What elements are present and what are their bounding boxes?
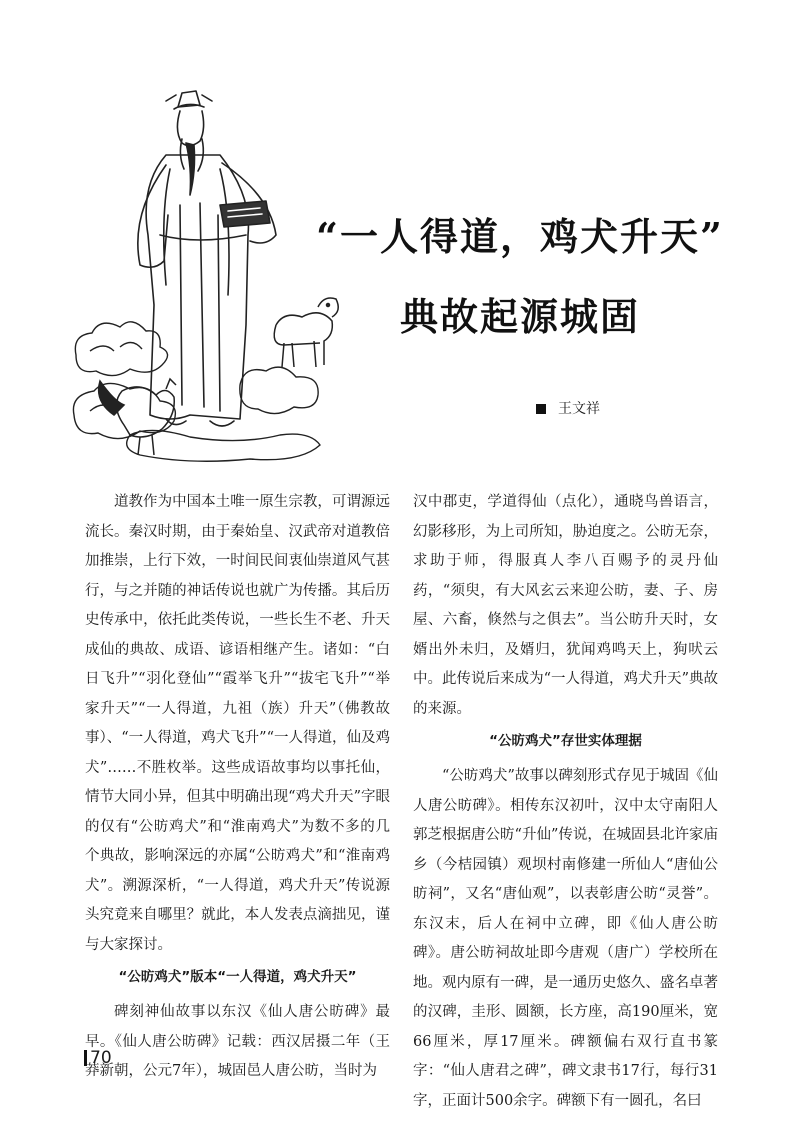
paragraph: 汉中郡吏，学道得仙（点化），通晓鸟兽语言，幻影移形，为上司所知，胁迫度之。公昉无奈，求助于师，得服真人李八百赐予的灵丹仙药，“须臾，有大风玄云来迎公昉，妻、子、房屋、六畜，倏然与之俱去”。当公昉升天时，女婿出外未归，及婿归，犹闻鸡鸣天上，狗吠云中。此传说后来成为“一人得道，鸡犬升天”典故的来源。 — [413, 494, 718, 717]
square-bullet-icon — [536, 404, 546, 414]
section-heading: “公昉鸡犬”版本“一人得道，鸡犬升天” — [118, 969, 357, 985]
left-column — [85, 488, 390, 1087]
paragraph: 道教作为中国本土唯一原生宗教，可谓源远流长。秦汉时期，由于秦始皇、汉武帝对道教倍加推崇，上行下效，一时间民间衷仙崇道风气甚行，与之并随的神话传说也就广为传播。其后历史传承中，依托此类传说，一些长生不老、升天成仙的典故、成语、谚语相继产生。诸如：“白日飞升”“羽化登仙”“霞举飞升”“拔宅飞升”“举家升天”“一人得道，九祖（族）升天”（佛教故事）、“一人得道，鸡犬飞升”“一人得道，仙及鸡犬”……不胜枚举。这些成语故事均以事托仙，情节大同小异，但其中明确出现“鸡犬升天”字眼的仅有“公昉鸡犬”和“淮南鸡犬”为数不多的几个典故，影响深远的亦属“公昉鸡犬”和“淮南鸡犬”。溯源深析，“一人得道，鸡犬升天”传说源头究竟来自哪里？就此，本人发表点滴拙见，谨与大家探讨。 — [85, 494, 390, 953]
byline — [536, 398, 600, 418]
paragraph: “公昉鸡犬”故事以碑刻形式存见于城固《仙人唐公昉碑》。相传东汉初叶，汉中太守南阳人郭芝根据唐公昉“升仙”传说，在城固县北许家庙乡（今桔园镇）观坝村南修建一所仙人“唐仙公昉祠”，又名“唐仙观”，以表彰唐公昉“灵誉”。东汉末，后人在祠中立碑，即《仙人唐公昉碑》。唐公昉祠故址即今唐观（唐广）学校所在地。观内原有一碑，是一通历史悠久、盛名卓著的汉碑，圭形、圆额，长方座，高190厘米，宽66厘米，厚17厘米。碑额偏右双行直书篆字：“仙人唐君之碑”，碑文隶书17行，每行31字，正面计500余字。碑额下有一圆孔，名曰 — [413, 768, 718, 1109]
paragraph: 碑刻神仙故事以东汉《仙人唐公昉碑》最早。《仙人唐公昉碑》记载：西汉居摄二年（王莽新朝，公元7年），城固邑人唐公昉，当时为 — [85, 1004, 390, 1079]
section-heading: “公昉鸡犬”存世实体理据 — [489, 733, 642, 749]
title-line-2: 典故起源城固 — [399, 294, 640, 339]
author-name: 王文祥 — [558, 401, 600, 417]
page-number: 70 — [84, 1050, 112, 1066]
right-column — [413, 488, 718, 1116]
rooster — [99, 379, 176, 455]
clouds — [73, 322, 320, 461]
title-line-1: “一人得道，鸡犬升天” — [316, 214, 724, 259]
article-title — [300, 214, 740, 339]
